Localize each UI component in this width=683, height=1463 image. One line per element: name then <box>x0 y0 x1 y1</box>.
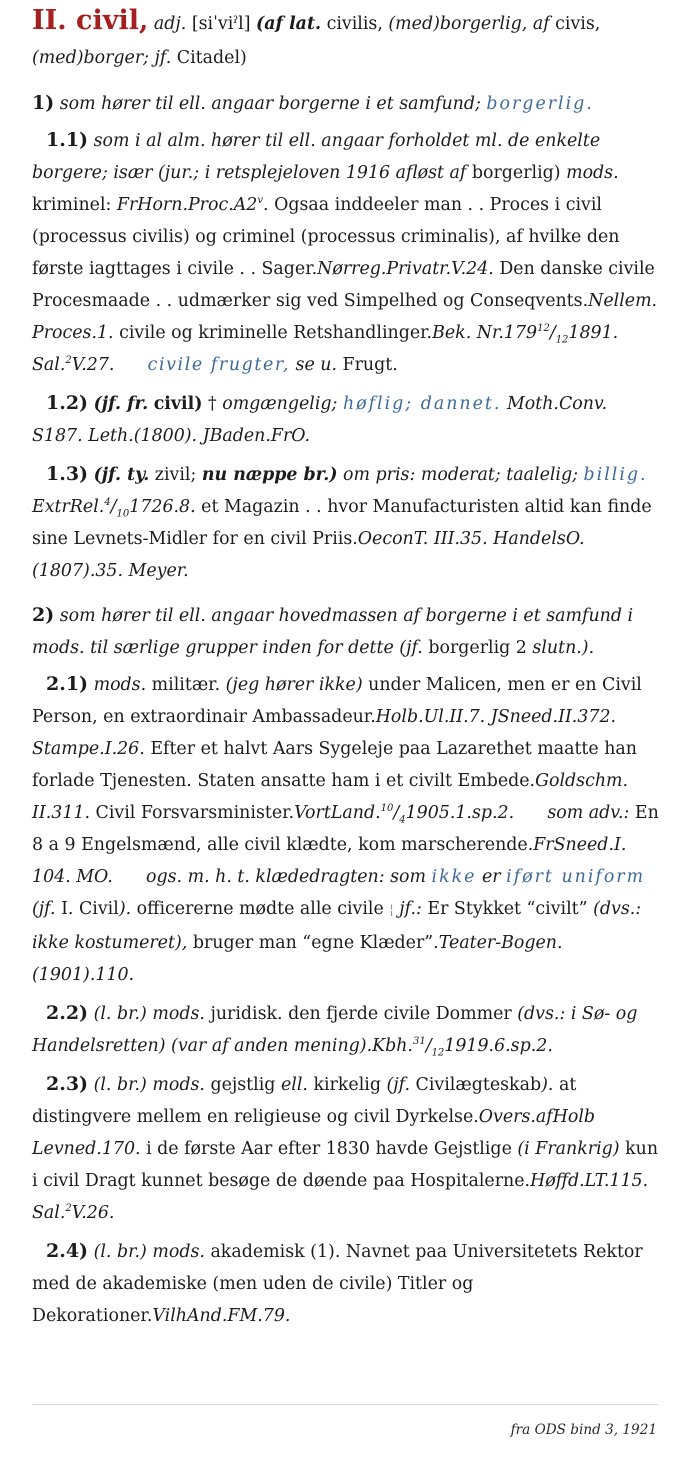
cross-reference: borgerlig 2 <box>428 638 527 658</box>
etymology: (jf. fr. <box>93 394 149 414</box>
citation <box>294 803 515 826</box>
text: kirkelig <box>313 1075 381 1095</box>
gloss: (dvs.: i Sø- og Handelsretten) (var af anden mening). <box>32 1004 638 1056</box>
sense-2-2 <box>32 997 660 1062</box>
synonym-link[interactable]: høflig; dannet. <box>342 394 502 414</box>
quote: Civil Forsvarsminister. <box>95 803 295 823</box>
label: (jf. <box>32 899 56 919</box>
entry-header <box>32 4 660 75</box>
superscript: 4 <box>104 497 111 509</box>
etymology: zivil; <box>154 465 197 485</box>
label: mods. <box>566 163 619 183</box>
superscript: 2 <box>65 1203 72 1215</box>
citation-text: Bek. Nr.179 <box>432 323 538 343</box>
superscript: 31 <box>412 1036 426 1048</box>
citation: Overs.afHolb Levned.170. <box>32 1107 596 1159</box>
label: (l. br.) mods. <box>93 1075 205 1095</box>
footer-divider <box>32 1404 658 1405</box>
phrase-link[interactable]: ikke <box>431 867 477 887</box>
citation-text: Sal. <box>32 355 66 375</box>
part-of-speech: adj. <box>153 14 187 34</box>
label: som adv.: <box>547 803 630 823</box>
definition: slutn.). <box>532 638 595 658</box>
superscript: v <box>257 195 264 207</box>
phrase-link[interactable]: civile frugter, <box>147 355 290 375</box>
citation: Moth. <box>506 394 559 414</box>
citation: Nellem. Proces.1. <box>32 291 658 343</box>
quote: Efter et halvt Aars Sygeleje paa Lazarethet maatte han forlade Tjenesten. Staten ansatte ham i et civilt Embede. <box>32 739 638 791</box>
label: jf.: <box>399 899 422 919</box>
sense-number: 2) <box>32 604 55 626</box>
etymology: (med)borger; jf. <box>32 48 172 68</box>
slash: / <box>549 323 556 343</box>
cross-reference: I. Civil <box>61 899 119 919</box>
quote: juridisk. den fjerde civile Dommer <box>210 1004 512 1024</box>
superscript: 10 <box>380 803 394 815</box>
citation: Holb.Ul.II.7. JSneed.II.372. Stampe.I.26. <box>32 707 617 759</box>
quote: et Magazin . . hvor Manufacturisten altid kan finde sine Levnets-Midler for en civil Priis. <box>32 497 652 549</box>
citation-text: Sal. <box>32 1203 66 1223</box>
quote: En 8 a 9 Engelsmænd, alle civil klædte, kom marscherende. <box>32 803 659 855</box>
label: (l. br.) mods. <box>93 1242 205 1262</box>
sense-number: 2.1) <box>46 673 89 695</box>
citation <box>372 1036 553 1059</box>
citation: OeconT. III.35. HandelsO. (1807).35. Meyer. <box>32 529 585 581</box>
quote: kun i civil Dragt kunnet besøge de døende paa Hospitalerne. <box>32 1139 659 1191</box>
sense-2-4 <box>32 1235 660 1332</box>
sense-number: 2.4) <box>46 1240 89 1262</box>
subscript: 12 <box>555 334 569 346</box>
quote: akademisk (1). Navnet paa Universitetets Rektor med de akademiske (men uden de civile) Titler og Dekorationer. <box>32 1242 643 1326</box>
label: mods. <box>93 675 147 695</box>
slash: / <box>425 1036 432 1056</box>
quote: i de første Aar efter 1830 havde Gejstlige <box>146 1139 512 1159</box>
citation <box>32 1203 114 1223</box>
sense-number: 1.3) <box>46 463 89 485</box>
headword-ref: borgerlig) <box>471 163 561 183</box>
slash: / <box>393 803 400 823</box>
synonym-link[interactable]: borgerlig. <box>486 94 594 114</box>
sense-2-3 <box>32 1068 660 1229</box>
citation-text: V.27. <box>71 355 115 375</box>
citation-text: 1726.8. <box>129 497 196 517</box>
citation-text: 1919.6.sp.2. <box>444 1036 553 1056</box>
gloss: (dvs.: ikke kostumeret), <box>32 899 642 953</box>
citation: Nørreg.Privatr.V.24. <box>317 259 494 279</box>
gloss: (i Frankrig) <box>517 1139 620 1159</box>
text: gejstlig <box>210 1075 276 1095</box>
quote: under Malicen, men er en Civil Person, en extraordinair Ambassadeur. <box>32 675 642 727</box>
separator-icon: ¦ <box>389 903 394 918</box>
definition: omgængelig; <box>222 394 338 414</box>
quote: officererne mødte alle civile <box>136 899 384 919</box>
gloss: (jeg hører ikke) <box>225 675 363 695</box>
etymology: (jf. ty. <box>93 465 150 485</box>
label: (jf. <box>386 1075 411 1095</box>
citation-text: VortLand. <box>294 803 381 823</box>
etymology: Citadel) <box>176 48 247 68</box>
sense-2 <box>32 599 660 664</box>
pronunciation: [siˈviˀl] <box>191 14 251 34</box>
citation-text: V.26. <box>71 1203 115 1223</box>
cross-reference: Civilægteskab <box>415 1075 542 1095</box>
sense-1 <box>32 87 660 120</box>
citation-text: 1905.1.sp.2. <box>405 803 515 823</box>
lemma: II. civil, <box>32 5 149 36</box>
subscript: 10 <box>116 508 130 520</box>
quote: . Ogsaa inddeeler man . . Proces i civil (processus civilis) og criminel (processus criminalis), af hvilke den første iagttages i civile . . Sager. <box>32 195 620 279</box>
dictionary-entry <box>32 4 660 1332</box>
text: militær. <box>151 675 221 695</box>
sense-2-1 <box>32 668 660 991</box>
citation: Goldschm. II.311. <box>32 771 629 823</box>
label: ). <box>118 899 132 919</box>
quote: bruger man “egne Klæder”. <box>192 933 439 953</box>
phrase-link[interactable]: iført uniform <box>506 867 646 887</box>
sense-1-2 <box>32 387 660 452</box>
citation <box>432 323 619 346</box>
citation <box>117 195 263 215</box>
subscript: 4 <box>399 814 406 826</box>
sense-number: 1.1) <box>46 129 89 151</box>
citation: Conv. S187. Leth.(1800). JBaden.FrO. <box>32 394 608 446</box>
quote: Er Stykket “civilt” <box>427 899 588 919</box>
quote: at distingvere mellem en religieuse og civil Dyrkelse. <box>32 1075 577 1127</box>
superscript: 2 <box>65 355 72 367</box>
sense-number: 1) <box>32 92 55 114</box>
label: (l. br.) mods. <box>93 1004 205 1024</box>
dagger-icon: † <box>207 394 217 414</box>
definition: som hører til ell. angaar hovedmassen af borgerne i et samfund i mods. til særlige grupper inden for dette (jf. <box>32 606 634 658</box>
label: er <box>482 867 501 887</box>
label: se u. <box>295 355 338 375</box>
etymology: civil) <box>153 394 203 414</box>
citation: Teater-Bogen.(1901).110. <box>32 933 563 985</box>
citation <box>32 497 196 520</box>
superscript: 12 <box>537 323 550 335</box>
text: kriminel: <box>32 195 112 215</box>
quote: Den danske civile Procesmaade . . udmærker sig ved Simpelhed og Conseqvents. <box>32 259 655 311</box>
label: ). <box>541 1075 554 1095</box>
source-footer: fra ODS bind 3, 1921 <box>510 1422 657 1438</box>
citation: Høffd.LT.115. <box>530 1171 649 1191</box>
definition: som i al alm. hører til ell. angaar forholdet ml. de enkelte borgere; især (jur.; i retsplejeloven 1916 afløst af <box>32 131 601 183</box>
sense-1-1 <box>32 124 660 381</box>
etymology: (af lat. <box>256 14 322 34</box>
citation-text: ExtrRel. <box>32 497 105 517</box>
etymology: civilis, <box>326 14 383 34</box>
citation: VilhAnd.FM.79. <box>152 1306 291 1326</box>
etymology: civis, <box>555 14 601 34</box>
label: ogs. m. h. t. klædedragten: som <box>146 867 426 887</box>
sense-number: 2.3) <box>46 1073 89 1095</box>
synonym-link[interactable]: billig. <box>583 465 648 485</box>
citation-text: Kbh. <box>372 1036 413 1056</box>
subscript: 12 <box>431 1047 445 1059</box>
definition: om pris: moderat; taalelig; <box>343 465 578 485</box>
quote: civile og kriminelle Retshandlinger. <box>119 323 433 343</box>
citation: FrSneed.I. 104. MO. <box>32 835 627 887</box>
citation-text: FrHorn.Proc.A2 <box>116 195 258 215</box>
slash: / <box>110 497 117 517</box>
sense-number: 2.2) <box>46 1002 89 1024</box>
sense-1-3 <box>32 458 660 587</box>
usage-label: nu næppe br.) <box>201 465 338 485</box>
citation-text: 1891. <box>568 323 619 343</box>
cross-reference: Frugt. <box>342 355 398 375</box>
definition: som hører til ell. angaar borgerne i et samfund; <box>59 94 481 114</box>
citation <box>32 355 114 375</box>
etymology: (med)borgerlig, af <box>388 14 550 34</box>
label: ell. <box>280 1075 308 1095</box>
sense-number: 1.2) <box>46 392 89 414</box>
